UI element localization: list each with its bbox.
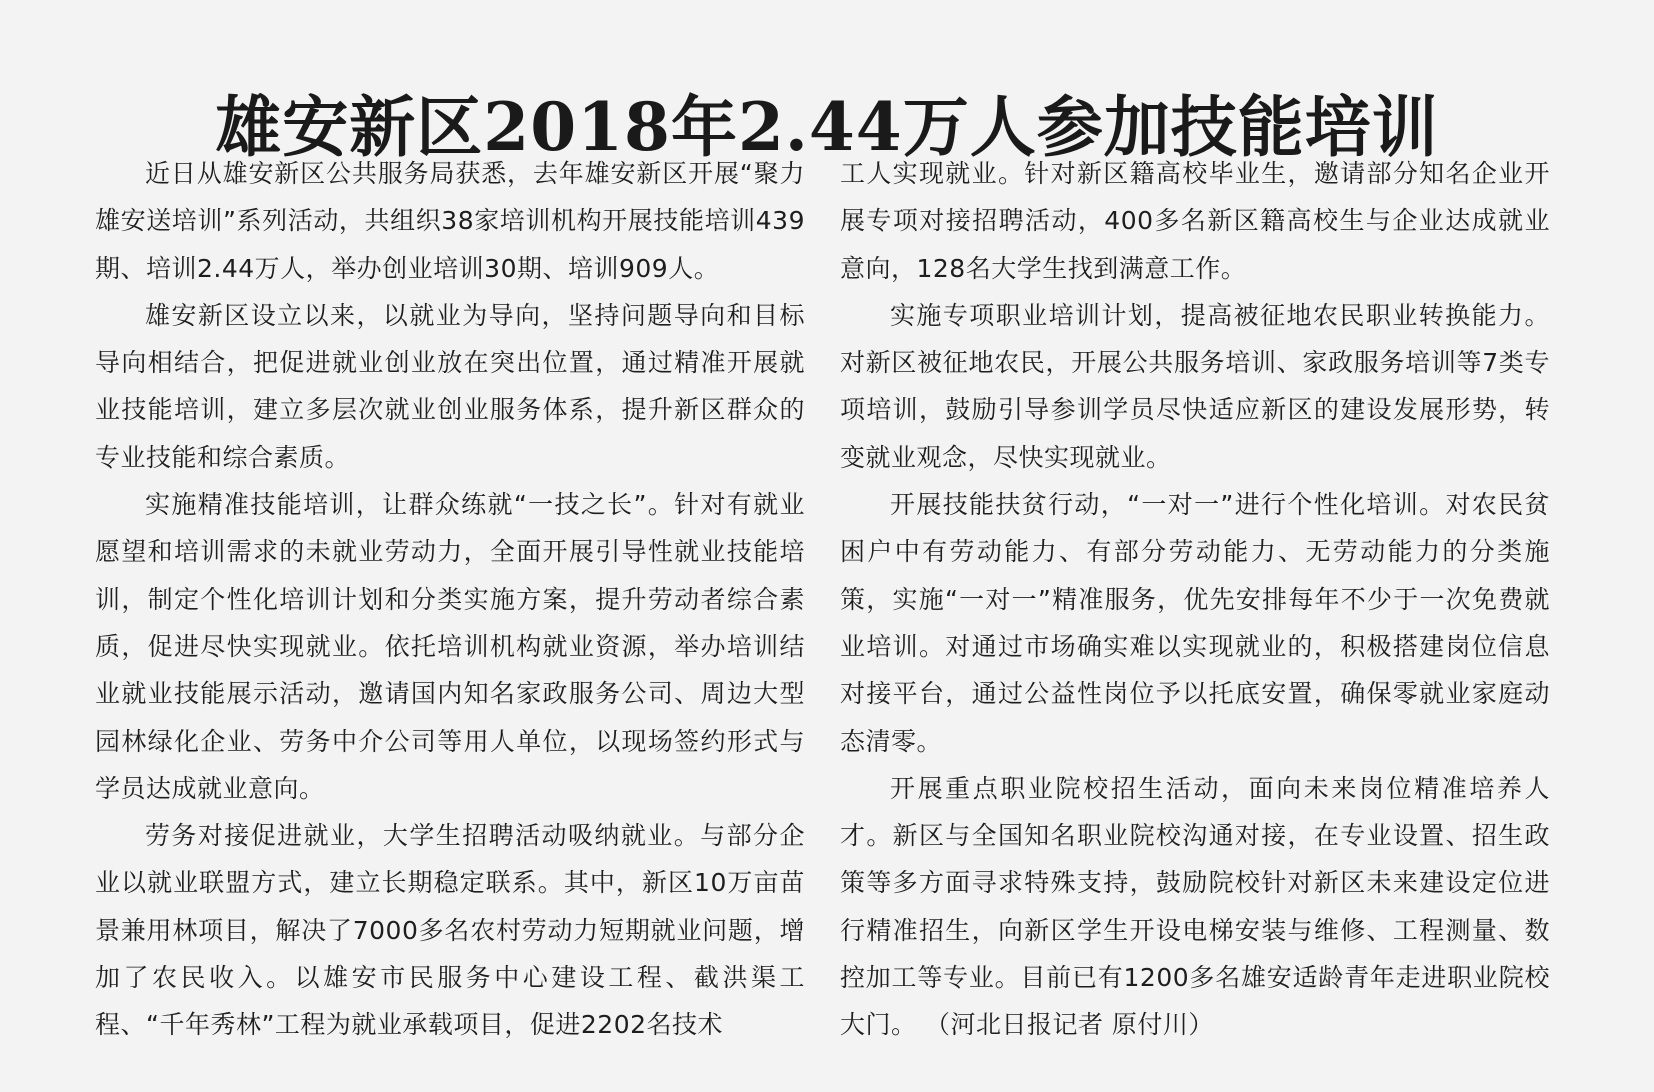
article-paragraph-continued: 工人实现就业。针对新区籍高校毕业生，邀请部分知名企业开展专项对接招聘活动，400多名新区籍高校生与企业达成就业意向，128名大学生找到满意工作。 xyxy=(840,159,1550,283)
article-paragraph: 雄安新区设立以来，以就业为导向，坚持问题导向和目标导向相结合，把促进就业创业放在突出位置，通过精准开展就业技能培训，建立多层次就业创业服务体系，提升新区群众的专业技能和综合素质。 xyxy=(95,300,805,472)
article-paragraph: 近日从雄安新区公共服务局获悉，去年雄安新区开展“聚力雄安送培训”系列活动，共组织38家培训机构开展技能培训439期、培训2.44万人，举办创业培训30期、培训909人。 xyxy=(95,159,805,283)
article-paragraph: 开展重点职业院校招生活动，面向未来岗位精准培养人才。新区与全国知名职业院校沟通对接，在专业设置、招生政策等多方面寻求特殊支持，鼓励院校针对新区未来建设定位进行精准招生，向新区学生开设电梯安装与维修、工程测量、数控加工等专业。目前已有1200多名雄安适龄青年走进职业院校大门。 （河北日报记者 原付川） xyxy=(840,773,1550,1040)
article-column-left xyxy=(95,150,805,1049)
article-headline: 雄安新区2018年2.44万人参加技能培训 xyxy=(215,88,1439,167)
article-column-right xyxy=(840,150,1550,1049)
article-paragraph: 开展技能扶贫行动，“一对一”进行个性化培训。对农民贫困户中有劳动能力、有部分劳动能力、无劳动能力的分类施策，实施“一对一”精准服务，优先安排每年不少于一次免费就业培训。对通过市场确实难以实现就业的，积极搭建岗位信息对接平台，通过公益性岗位予以托底安置，确保零就业家庭动态清零。 xyxy=(840,490,1550,756)
article-paragraph: 实施精准技能培训，让群众练就“一技之长”。针对有就业愿望和培训需求的未就业劳动力，全面开展引导性就业技能培训，制定个性化培训计划和分类实施方案，提升劳动者综合素质，促进尽快实现就业。依托培训机构就业资源，举办培训结业就业技能展示活动，邀请国内知名家政服务公司、周边大型园林绿化企业、劳务中介公司等用人单位，以现场签约形式与学员达成就业意向。 xyxy=(95,490,805,803)
article-paragraph: 实施专项职业培训计划，提高被征地农民职业转换能力。对新区被征地农民，开展公共服务培训、家政服务培训等7类专项培训，鼓励引导参训学员尽快适应新区的建设发展形势，转变就业观念，尽快实现就业。 xyxy=(840,300,1550,472)
article-paragraph: 劳务对接促进就业，大学生招聘活动吸纳就业。与部分企业以就业联盟方式，建立长期稳定联系。其中，新区10万亩苗景兼用林项目，解决了7000多名农村劳动力短期就业问题，增加了农民收入。以雄安市民服务中心建设工程、截洪渠工程、“千年秀林”工程为就业承载项目，促进2202名技术 xyxy=(95,821,805,1040)
